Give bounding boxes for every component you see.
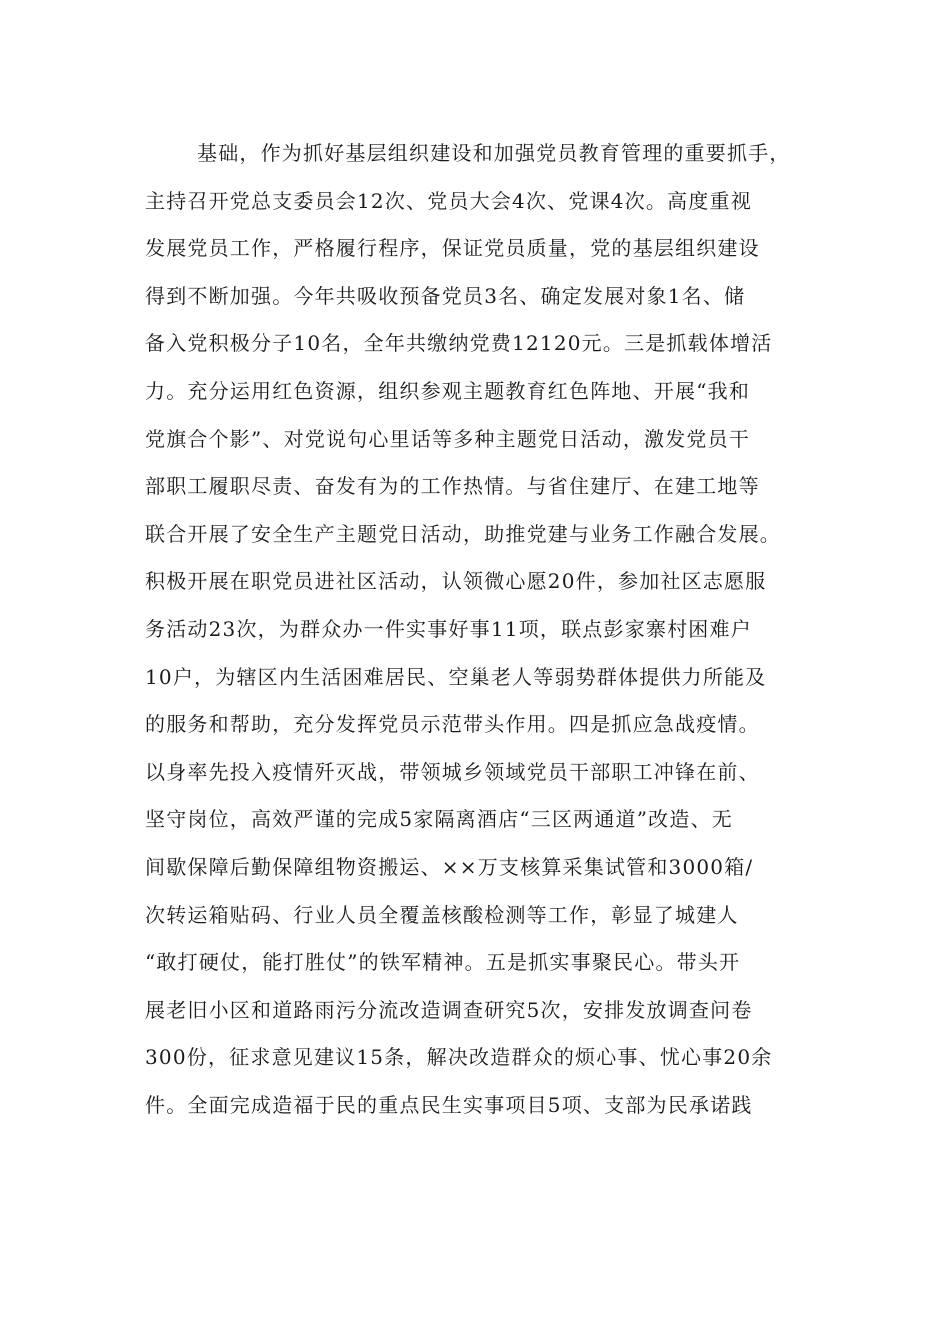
text-line: “敢打硬仗，能打胜仗”的铁军精神。五是抓实事聚民心。带头开 [145, 950, 741, 975]
text-line: 力。充分运用红色资源，组织参观主题教育红色阵地、开展“我和 [145, 378, 751, 403]
text-line: 300份，征求意见建议15条，解决改造群众的烦心事、忧心事20余 [145, 1045, 773, 1070]
text-line: 联合开展了安全生产主题党日活动，助推党建与业务工作融合发展。 [145, 521, 781, 546]
text-line: 的服务和帮助，充分发挥党员示范带头作用。四是抓应急战疫情。 [145, 712, 760, 737]
text-line: 基础，作为抓好基层组织建设和加强党员教育管理的重要抓手， [197, 141, 791, 165]
body-paragraph [145, 130, 810, 1129]
text-line: 以身率先投入疫情歼灭战，带领城乡领域党员干部职工冲锋在前、 [145, 759, 760, 784]
text-line: 得到不断加强。今年共吸收预备党员3名、确定发展对象1名、储 [145, 283, 746, 308]
text-line: 间歇保障后勤保障组物资搬运、××万支核算采集试管和3000箱/ [145, 854, 754, 879]
text-line: 主持召开党总支委员会12次、党员大会4次、党课4次。高度重视 [145, 188, 752, 213]
text-line: 发展党员工作，严格履行程序，保证党员质量，党的基层组织建设 [145, 236, 760, 261]
text-line: 展老旧小区和道路雨污分流改造调查研究5次，安排发放调查问卷 [145, 997, 753, 1022]
text-line: 坚守岗位，高效严谨的完成5家隔离酒店“三区两通道”改造、无 [145, 807, 733, 832]
text-line: 备入党积极分子10名，全年共缴纳党费12120元。三是抓载体增活 [145, 331, 773, 356]
text-line: 部职工履职尽责、奋发有为的工作热情。与省住建厅、在建工地等 [145, 474, 760, 499]
text-line: 务活动23次，为群众办一件实事好事11项，联点彭家寨村困难户 [145, 616, 752, 641]
text-line: 党旗合个影”、对党说句心里话等多种主题党日活动，激发党员干 [145, 426, 751, 451]
text-line: 件。全面完成造福于民的重点民生实事项目5项、支部为民承诺践 [145, 1092, 753, 1117]
text-line: 次转运箱贴码、行业人员全覆盖核酸检测等工作，彰显了城建人 [145, 902, 739, 927]
text-line: 10户，为辖区内生活困难居民、空巢老人等弱势群体提供力所能及 [145, 664, 767, 689]
text-line: 积极开展在职党员进社区活动，认领微心愿20件，参加社区志愿服 [145, 569, 767, 594]
